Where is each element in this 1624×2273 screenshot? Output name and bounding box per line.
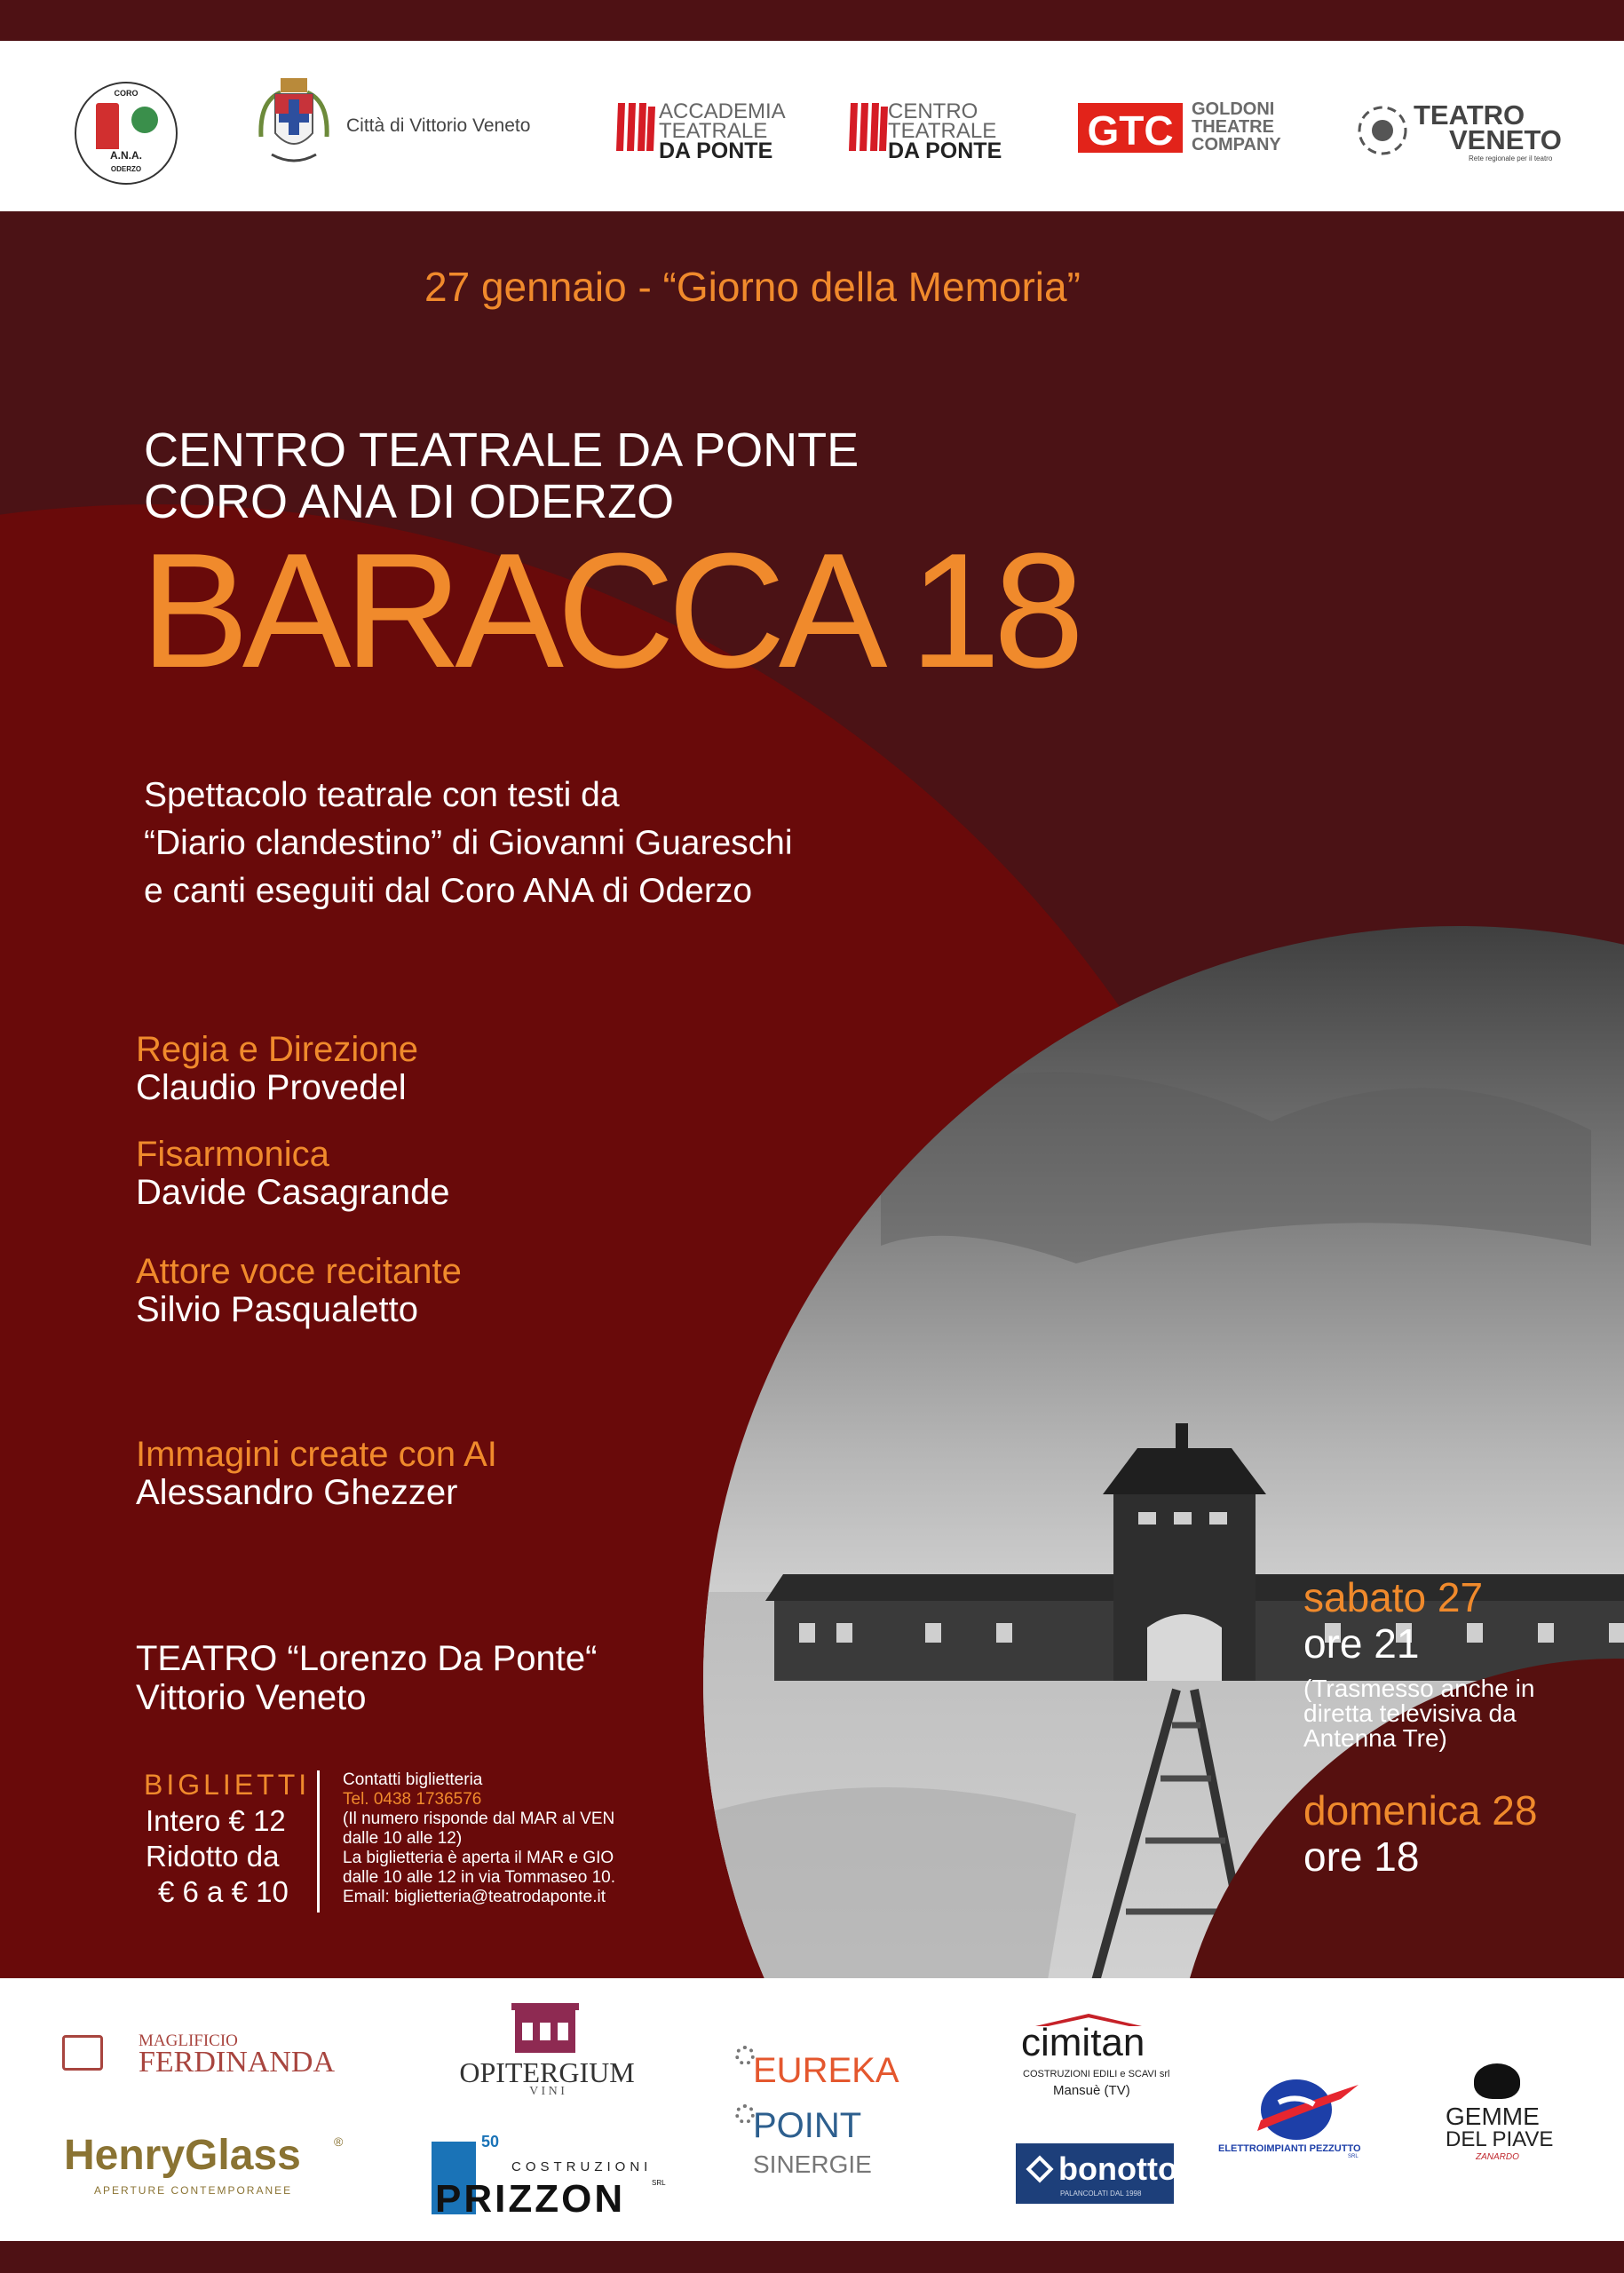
bonotto-tagline: PALANCOLATI DAL 1998 (1060, 2190, 1142, 2198)
producer-line-1: CENTRO TEATRALE DA PONTE (144, 424, 860, 477)
ticket-price-reduced-range: € 6 a € 10 (158, 1875, 289, 1908)
centro-teatrale-da-ponte-logo (849, 99, 1035, 170)
gtc-line-2: THEATRE (1192, 117, 1274, 137)
box-office-email[interactable]: Email: biglietteria@teatrodaponte.it (343, 1888, 606, 1906)
henryglass-reg: ® (334, 2134, 344, 2149)
pezzutto-srl: SRL (1348, 2154, 1359, 2159)
sinergie-label: SINERGIE (753, 2150, 872, 2178)
box-office-info-3: La biglietteria è aperta il MAR e GIO (343, 1849, 614, 1867)
credit-role-images: Immagini create con AI (136, 1435, 497, 1474)
teatro-veneto-line-1: TEATRO (1414, 99, 1525, 131)
credit-name-director: Claudio Provedel (136, 1068, 407, 1107)
opitergium-vini-logo (440, 2000, 654, 2097)
bonotto-diamond-icon (1026, 2155, 1053, 2182)
opitergium-building-icon (510, 2000, 581, 2053)
performance-day-2: domenica 28 (1303, 1787, 1538, 1833)
partner-logo-band (0, 41, 1624, 211)
pezzutto-swoosh-icon (1225, 2076, 1367, 2147)
broadcast-note-1: (Trasmesso anche in (1303, 1675, 1535, 1702)
eureka-label: EUREKA (753, 2051, 899, 2090)
ticket-price-full: Intero € 12 (146, 1804, 286, 1837)
accademia-line-2: TEATRALE (659, 119, 768, 143)
ferdinanda-icon (62, 2035, 103, 2071)
broadcast-note-3: Antenna Tre) (1303, 1724, 1447, 1752)
credit-role-director: Regia e Direzione (136, 1030, 418, 1069)
top-strip (0, 0, 1624, 41)
box-office-phone[interactable]: Tel. 0438 1736576 (343, 1790, 482, 1809)
tickets-divider (317, 1770, 320, 1913)
cimitan-line-2: Mansuè (TV) (1053, 2083, 1130, 2098)
prizzon-line-2: PRIZZON (435, 2177, 626, 2221)
prizzon-srl: SRL (652, 2179, 666, 2187)
coro-tower-icon (96, 103, 119, 149)
accademia-line-3: DA PONTE (659, 139, 773, 163)
poster-main (0, 211, 1624, 1978)
credit-name-images: Alessandro Ghezzer (136, 1473, 458, 1512)
venue-line-1: TEATRO “Lorenzo Da Ponte“ (136, 1639, 598, 1678)
maglificio-ferdinanda-logo (62, 2030, 364, 2083)
point-sinergie-logo (735, 2103, 948, 2182)
henryglass-name: HenryGlass (64, 2132, 301, 2179)
eureka-logo (735, 2044, 948, 2097)
citta-label: Città di Vittorio Veneto (346, 115, 531, 136)
elettroimpianti-pezzutto-logo (1213, 2076, 1382, 2165)
coro-logo-top: CORO (114, 89, 139, 98)
cimitan-line-1: COSTRUZIONI EDILI e SCAVI srl (1023, 2069, 1170, 2079)
centro-line-2: TEATRALE (888, 119, 997, 143)
teatro-veneto-line-2: VENETO (1449, 124, 1562, 155)
ferdinanda-line-1: MAGLIFICIO (139, 2031, 238, 2050)
teatro-veneto-wheel-icon (1355, 103, 1410, 158)
description-line-2: “Diario clandestino” di Giovanni Guareschi (144, 824, 793, 862)
citta-vittorio-veneto-logo (254, 75, 556, 181)
box-office-info-2: dalle 10 alle 12) (343, 1829, 463, 1848)
accademia-line-1: ACCADEMIA (659, 99, 786, 123)
bonotto-logo (1016, 2143, 1177, 2204)
tickets-heading: BIGLIETTI (144, 1769, 311, 1801)
credit-role-actor: Attore voce recitante (136, 1252, 462, 1291)
ticket-price-reduced-label: Ridotto da (146, 1840, 280, 1873)
description-line-3: e canti eseguiti dal Coro ANA di Oderzo (144, 872, 753, 910)
henryglass-tagline: APERTURE CONTEMPORANEE (94, 2184, 293, 2197)
henryglass-logo (64, 2131, 357, 2202)
city-coat-of-arms-icon (254, 75, 334, 178)
gemme-line-2: DEL PIAVE (1446, 2127, 1554, 2151)
performance-time-2: ore 18 (1303, 1833, 1420, 1880)
show-title: BARACCA 18 (140, 519, 1078, 701)
description-line-1: Spettacolo teatrale con testi da (144, 776, 620, 814)
point-dots-icon (735, 2104, 755, 2124)
teatro-veneto-tagline: Rete regionale per il teatro (1469, 154, 1553, 162)
coro-alpine-emblem-icon (131, 107, 158, 133)
pezzutto-label: ELETTROIMPIANTI PEZZUTTO (1218, 2143, 1361, 2154)
gemme-line-1: GEMME (1446, 2103, 1540, 2130)
sponsor-band (0, 1978, 1624, 2241)
cimitan-logo (1018, 2014, 1177, 2103)
performance-day-1: sabato 27 (1303, 1574, 1484, 1620)
box-office-title: Contatti biglietteria (343, 1770, 483, 1789)
credit-role-accordion: Fisarmonica (136, 1135, 329, 1174)
da-ponte-stripes-icon (616, 99, 655, 154)
point-label: POINT (753, 2106, 862, 2145)
costruzioni-prizzon-logo (432, 2133, 666, 2221)
bottom-strip (0, 2241, 1624, 2273)
opitergium-line-2: V I N I (529, 2085, 565, 2098)
coro-logo-bottom: ODERZO (110, 165, 142, 173)
gtc-line-1: GOLDONI (1192, 99, 1275, 119)
opitergium-line-1: OPITERGIUM (459, 2056, 635, 2088)
coro-logo-mid: A.N.A. (110, 149, 142, 162)
eureka-dots-icon (735, 2046, 755, 2065)
coro-ana-oderzo-logo (75, 82, 178, 185)
bonotto-name: bonotto (1058, 2150, 1177, 2187)
box-office-info-4: dalle 10 alle 12 in via Tommaseo 10. (343, 1868, 616, 1887)
producer-line-2: CORO ANA DI ODERZO (144, 475, 675, 528)
accademia-teatrale-da-ponte-logo (616, 99, 803, 170)
gtc-mark: GTC (1078, 103, 1183, 153)
broadcast-note-2: diretta televisiva da (1303, 1699, 1517, 1727)
teatro-veneto-logo (1355, 99, 1568, 170)
centro-line-3: DA PONTE (888, 139, 1002, 163)
centro-line-1: CENTRO (888, 99, 978, 123)
venue-line-2: Vittorio Veneto (136, 1678, 367, 1717)
credit-name-actor: Silvio Pasqualetto (136, 1290, 418, 1329)
gtc-line-3: COMPANY (1192, 135, 1281, 154)
memorial-date-line: 27 gennaio - “Giorno della Memoria” (424, 264, 1081, 310)
da-ponte-stripes-icon (849, 99, 888, 154)
gemme-line-3: ZANARDO (1476, 2152, 1519, 2162)
gtc-goldoni-theatre-company-logo (1078, 99, 1300, 165)
cimitan-name: cimitan (1021, 2021, 1145, 2064)
prizzon-line-1: COSTRUZIONI (511, 2159, 653, 2174)
gemme-stone-icon (1474, 2063, 1520, 2099)
ferdinanda-line-2: FERDINANDA (139, 2046, 335, 2079)
performance-time-1: ore 21 (1303, 1620, 1420, 1667)
box-office-info-1: (Il numero risponde dal MAR al VEN (343, 1810, 615, 1828)
prizzon-badge: 50 (481, 2133, 500, 2150)
gemme-del-piave-logo (1442, 2063, 1557, 2170)
credit-name-accordion: Davide Casagrande (136, 1173, 450, 1212)
